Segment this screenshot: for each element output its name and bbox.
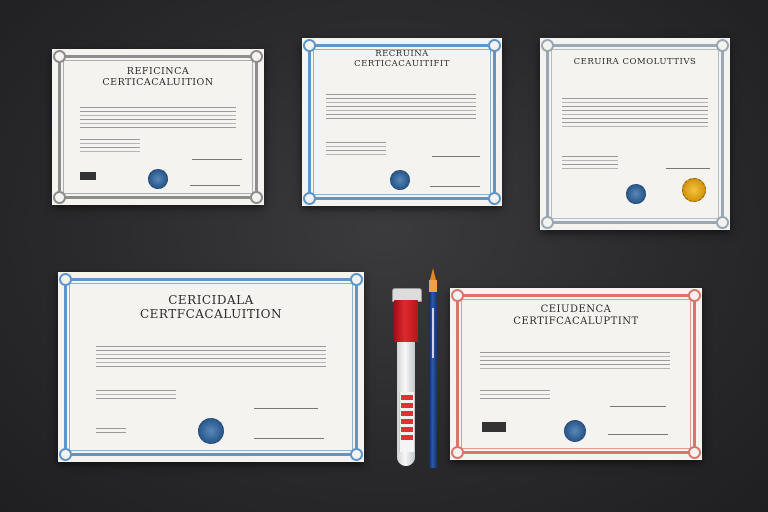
blue-seal <box>626 184 646 204</box>
tube-label <box>399 392 414 452</box>
blue-pen <box>428 268 438 472</box>
certificate-text-lines <box>96 428 126 436</box>
corner-ornament <box>716 216 729 229</box>
corner-ornament <box>59 448 72 461</box>
certificate-text-lines <box>326 94 476 122</box>
blue-seal <box>564 420 586 442</box>
corner-ornament <box>688 446 701 459</box>
signature-line <box>254 408 318 409</box>
certificate-bottom-left <box>58 272 364 462</box>
signature-line <box>610 406 666 407</box>
corner-ornament <box>250 50 263 63</box>
pen-cone <box>429 280 437 292</box>
corner-ornament <box>451 289 464 302</box>
certificate-text-lines <box>562 98 708 130</box>
corner-ornament <box>541 39 554 52</box>
certificate-text-lines <box>96 346 326 370</box>
certificate-text-lines <box>80 139 140 155</box>
certificate-bottom-right <box>450 288 702 460</box>
corner-ornament <box>350 448 363 461</box>
certificate-text-lines <box>96 390 176 402</box>
signature-line <box>254 438 324 439</box>
corner-ornament <box>716 39 729 52</box>
certificate-title: CEIUDENCA CERTIFCACALUPTINT <box>513 304 639 327</box>
certificate-top-left <box>52 49 264 205</box>
certificate-title: RECRUINA CERTICACAUITIFIT <box>354 49 450 69</box>
certificate-title: REFICINCA CERTICACALUITION <box>102 66 214 88</box>
certificate-top-center <box>302 38 502 206</box>
signature-line <box>192 159 242 160</box>
certificate-text-lines <box>480 352 670 372</box>
blue-seal <box>198 418 224 444</box>
certificate-text-lines <box>80 107 236 131</box>
corner-ornament <box>53 50 66 63</box>
emblem <box>80 172 96 180</box>
tube-red-stopper <box>394 300 418 342</box>
signature-line <box>432 156 480 157</box>
signature-line <box>608 434 668 435</box>
corner-ornament <box>53 191 66 204</box>
corner-ornament <box>59 273 72 286</box>
corner-ornament <box>451 446 464 459</box>
blue-seal <box>390 170 410 190</box>
certificate-top-right <box>540 38 730 230</box>
corner-ornament <box>688 289 701 302</box>
corner-ornament <box>250 191 263 204</box>
sample-tube <box>392 288 420 468</box>
blue-seal <box>148 169 168 189</box>
certificate-title: CERUIRA COMOLUTTIVS <box>573 57 697 67</box>
corner-ornament <box>350 273 363 286</box>
certificate-text-lines <box>562 156 618 172</box>
signature-line <box>430 186 480 187</box>
corner-ornament <box>303 192 316 205</box>
pen-clip <box>432 308 434 358</box>
corner-ornament <box>541 216 554 229</box>
pen-tip <box>430 268 436 280</box>
signature-line <box>190 185 240 186</box>
corner-ornament <box>488 192 501 205</box>
emblem <box>482 422 506 432</box>
gold-seal <box>682 178 706 202</box>
signature-line <box>666 168 710 169</box>
certificate-text-lines <box>326 142 386 158</box>
certificate-text-lines <box>480 390 550 402</box>
certificate-title: CERICIDALA CERTFCACALUITION <box>139 293 283 321</box>
